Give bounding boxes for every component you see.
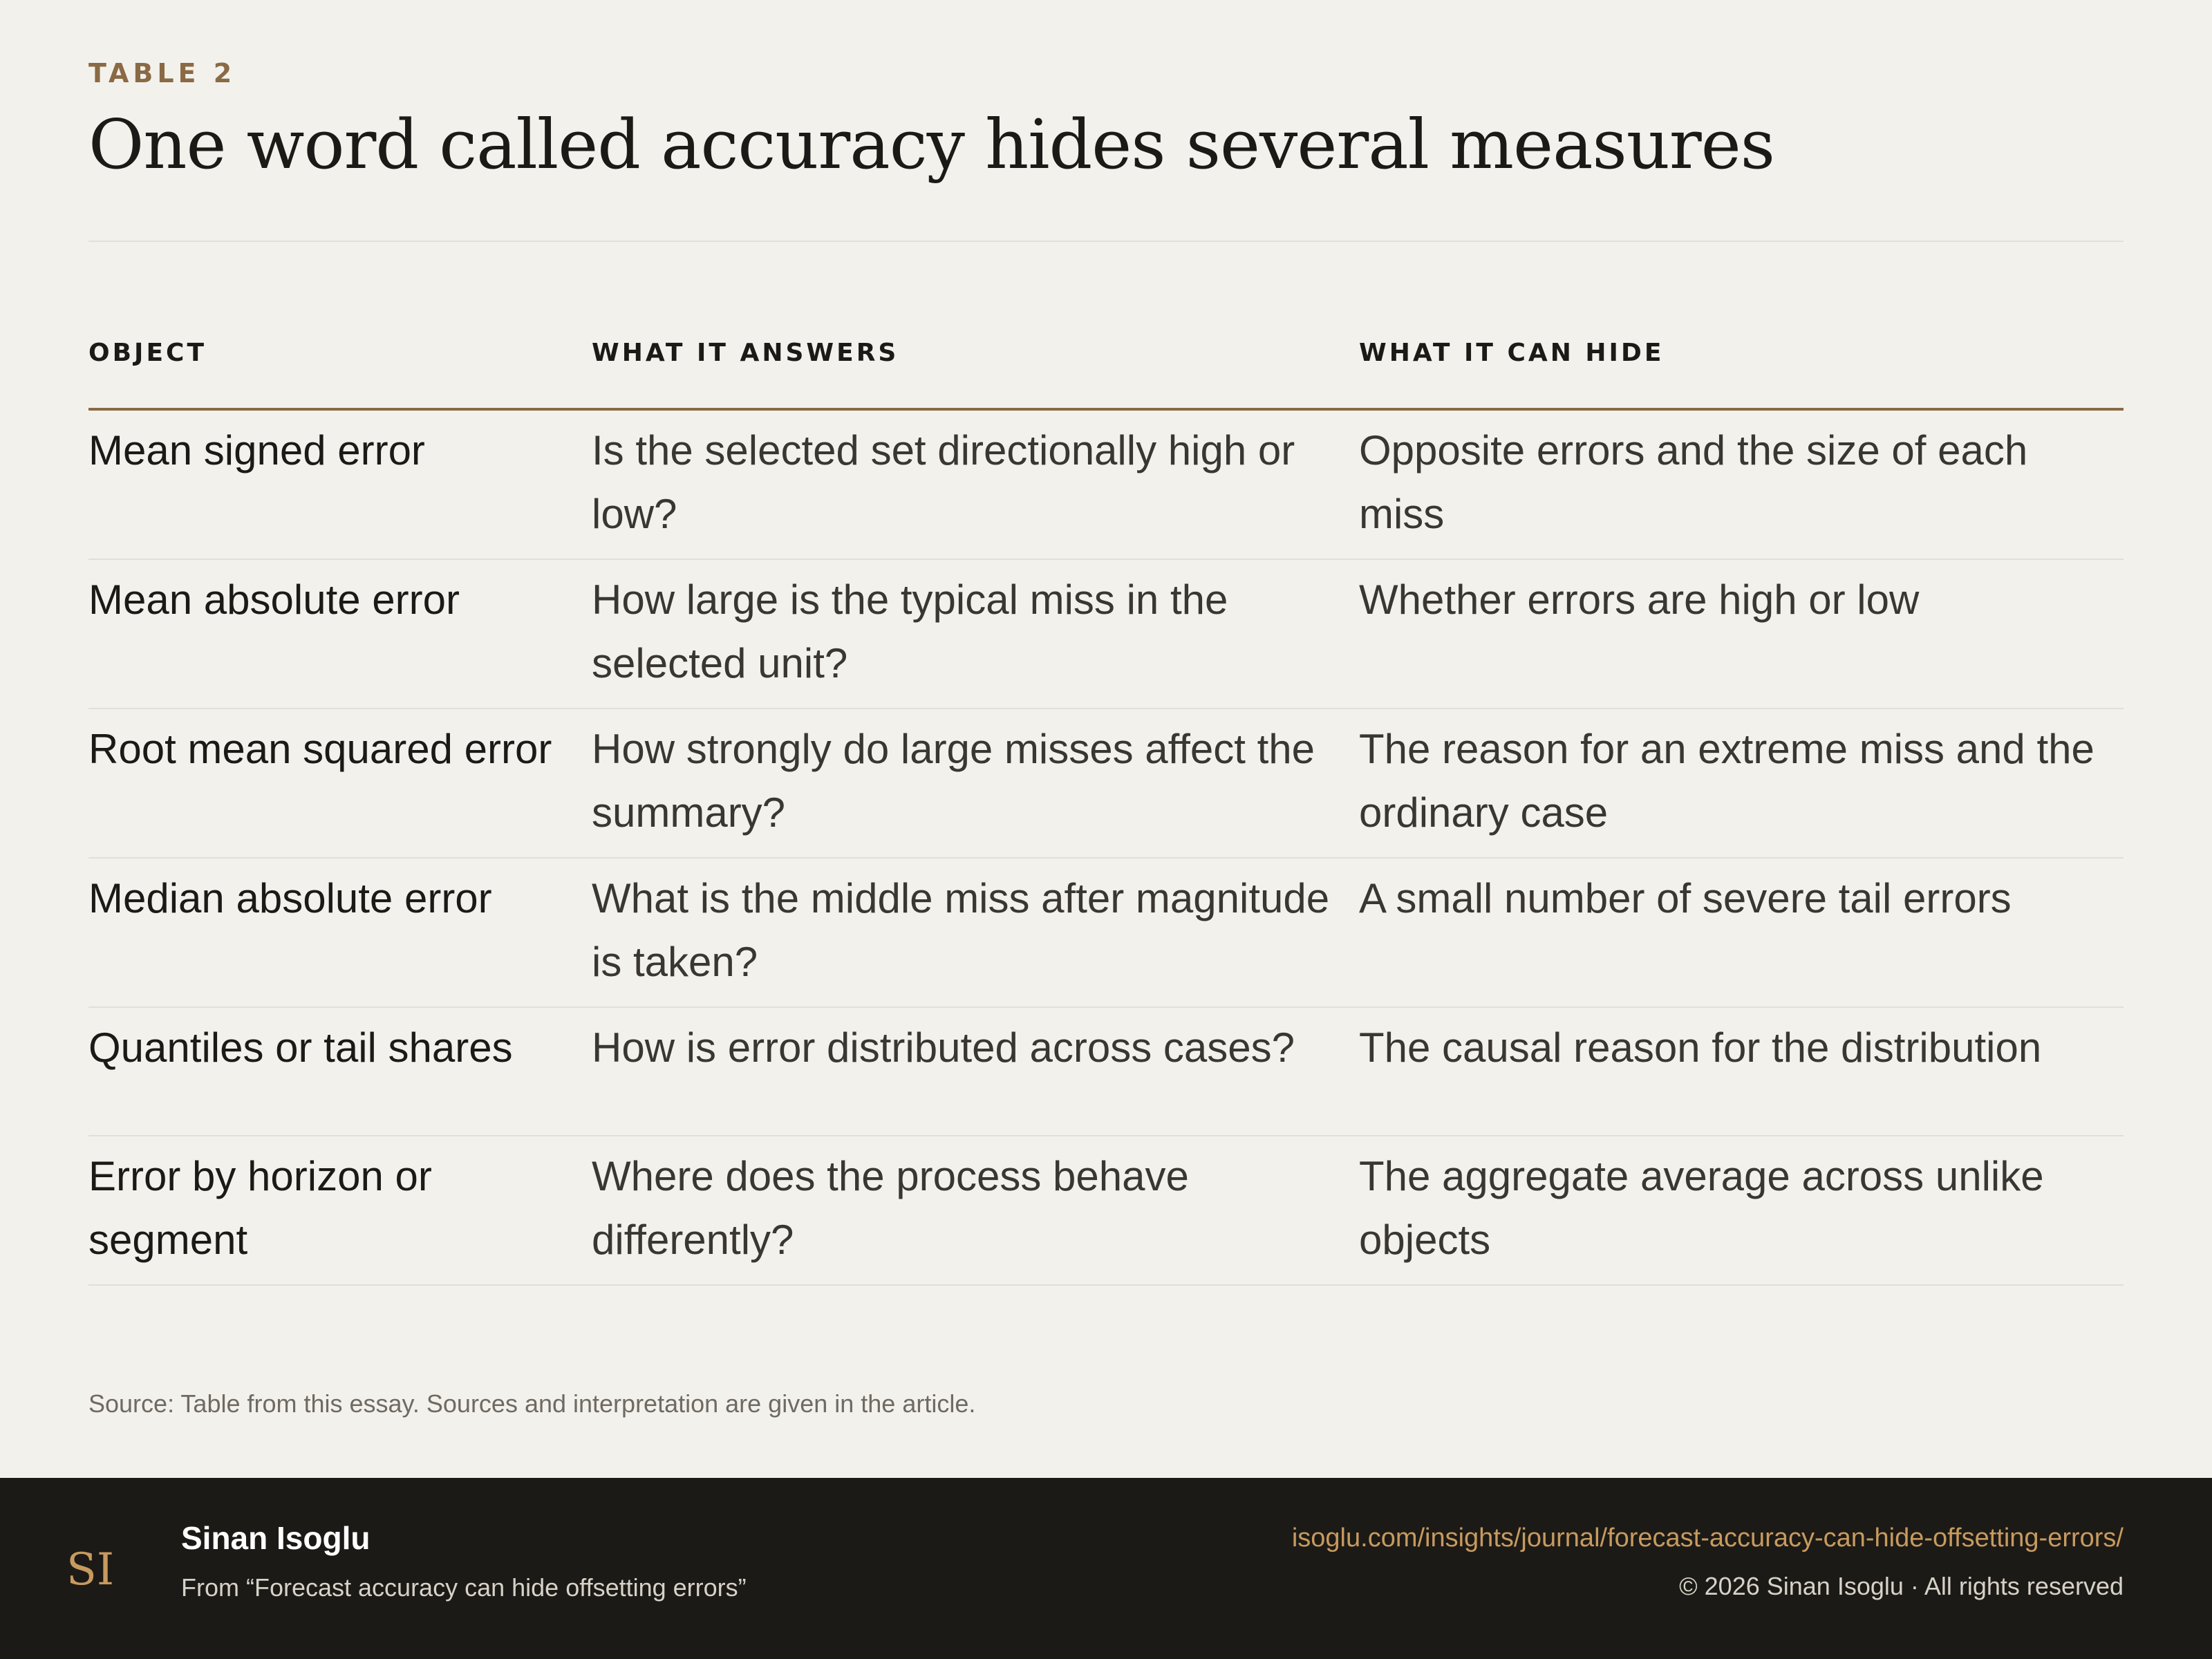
table-row (88, 409, 2124, 559)
column-header-what-it-can-hide: WHAT IT CAN HIDE (1359, 329, 2124, 409)
column-header-object: OBJECT (88, 329, 592, 409)
table-row (88, 709, 2124, 858)
hides-cell: A small number of severe tail errors (1359, 858, 2124, 1007)
object-cell: Error by horizon or segment (88, 1136, 592, 1285)
answers-cell: Is the selected set directionally high or low? (592, 409, 1359, 559)
hides-cell: The reason for an extreme miss and the ordinary case (1359, 709, 2124, 858)
table-row (88, 1007, 2124, 1136)
table-header-row (88, 329, 2124, 409)
title-divider (88, 241, 2124, 242)
hides-cell: Whether errors are high or low (1359, 559, 2124, 709)
table-row (88, 559, 2124, 709)
answers-cell: How large is the typical miss in the selected unit? (592, 559, 1359, 709)
answers-cell: Where does the process behave differently? (592, 1136, 1359, 1285)
answers-cell: How is error distributed across cases? (592, 1007, 1359, 1136)
source-note: Source: Table from this essay. Sources and interpretation are given in the article. (88, 1389, 976, 1418)
article-url-link[interactable]: isoglu.com/insights/journal/forecast-accuracy-can-hide-offsetting-errors/ (1291, 1524, 2124, 1553)
answers-cell: What is the middle miss after magnitude is taken? (592, 858, 1359, 1007)
measures-table (88, 329, 2124, 1286)
object-cell: Mean absolute error (88, 559, 592, 709)
table-figure (88, 0, 2124, 1478)
hides-cell: Opposite errors and the size of each miss (1359, 409, 2124, 559)
object-cell: Root mean squared error (88, 709, 592, 858)
footer-bar (0, 1478, 2212, 1659)
copyright-notice: © 2026 Sinan Isoglu · All rights reserved (1679, 1572, 2124, 1600)
table-number-label: TABLE 2 (88, 58, 236, 88)
monogram-logo-icon (64, 1539, 119, 1601)
author-name: Sinan Isoglu (181, 1520, 371, 1556)
page-title: One word called accuracy hides several measures (88, 106, 1775, 185)
object-cell: Mean signed error (88, 409, 592, 559)
answers-cell: How strongly do large misses affect the summary? (592, 709, 1359, 858)
table-row (88, 858, 2124, 1007)
column-header-what-it-answers: WHAT IT ANSWERS (592, 329, 1359, 409)
object-cell: Median absolute error (88, 858, 592, 1007)
table-row (88, 1136, 2124, 1285)
article-source-line: From “Forecast accuracy can hide offsetting errors” (181, 1573, 747, 1602)
svg-text:SI: SI (66, 1544, 115, 1595)
object-cell: Quantiles or tail shares (88, 1007, 592, 1136)
hides-cell: The aggregate average across unlike objects (1359, 1136, 2124, 1285)
hides-cell: The causal reason for the distribution (1359, 1007, 2124, 1136)
